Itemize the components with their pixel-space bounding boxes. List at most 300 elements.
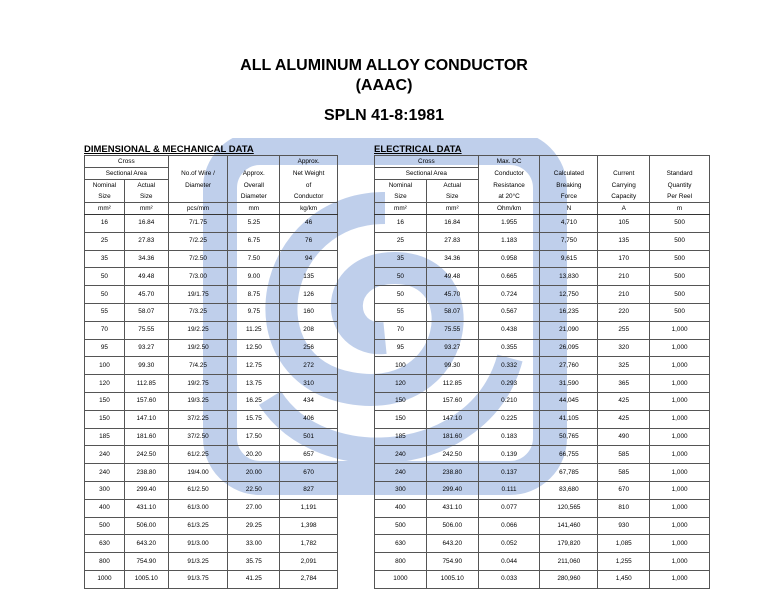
header-actual: Actual	[124, 180, 168, 192]
table-cell: 15.75	[228, 410, 280, 428]
unit-cell: mm²	[124, 203, 168, 215]
table-row	[375, 410, 710, 428]
table-cell: 0.225	[478, 410, 540, 428]
table-cell: 66,755	[540, 446, 598, 464]
table-row	[85, 268, 338, 286]
table-cell: 365	[598, 375, 650, 393]
table-row	[375, 464, 710, 482]
table-cell: 35	[85, 250, 125, 268]
table-cell: 50	[375, 286, 427, 304]
table-cell: 135	[598, 232, 650, 250]
table-row	[375, 499, 710, 517]
table-cell: 29.25	[228, 517, 280, 535]
table-cell: 185	[85, 428, 125, 446]
table-cell: 1,000	[650, 535, 710, 553]
table-cell: 99.30	[124, 357, 168, 375]
table-cell: 1,000	[650, 481, 710, 499]
unit-cell: pcs/mm	[168, 203, 228, 215]
table-cell: 160	[280, 303, 338, 321]
table-cell: 19/1.75	[168, 286, 228, 304]
table-cell: 25	[85, 232, 125, 250]
table-cell: 16,235	[540, 303, 598, 321]
document-title: ALL ALUMINUM ALLOY CONDUCTOR	[240, 57, 528, 74]
table-cell: 325	[598, 357, 650, 375]
table-cell: 67,785	[540, 464, 598, 482]
table-cell: 1,782	[280, 535, 338, 553]
table-row	[375, 517, 710, 535]
table-cell: 1000	[85, 570, 125, 588]
table-cell: 299.40	[426, 481, 478, 499]
table-cell: 0.567	[478, 303, 540, 321]
table-cell: 31,590	[540, 375, 598, 393]
table-cell: 0.044	[478, 553, 540, 571]
table-cell: 181.60	[426, 428, 478, 446]
table-cell: 501	[280, 428, 338, 446]
table-cell: 11.25	[228, 321, 280, 339]
table-cell: 45.70	[426, 286, 478, 304]
table-row	[85, 410, 338, 428]
header-nominal: Nominal	[85, 180, 125, 192]
table-cell: 21,090	[540, 321, 598, 339]
table-cell: 27,760	[540, 357, 598, 375]
electrical-data-table: Cross Max. DC Sectional Area Conductor Calculated Current Standard Nominal Actual Resistance Breaking Carrying Quantity Size Size at 20°C Force Capacity Per Reel mm² mm² Ohm/km N A m 16 16.84 1.955 4,710 105 500 25 27.83 1.183 7,750 135 500 35 34.36 0.958 9,615 170 500 50 49.48 0.665 13,830 210 500 50 45.70 0.724 12,750 210 500 55 58.07 0.567 16,235 220 500 70 75.55 0.438 21,090 255 1,000 95 93.27 0.355 26,095 320 1,000 100 99.30 0.332 27,760 325 1,000 120 112.85 0.293 31,590 365 1,000 150 157.60 0.210 44,045 425 1,000 150 147.10 0.225 41,105 425 1,000 185 181.60 0.183 50,765 490 1,000 240 242.50 0.139 66,755 585 1,000 240 238.80 0.137 67,785 585 1,000 300 299.40 0.111 83,680 670 1,000 400 431.10 0.077 120,565 810 1,000 500 506.00 0.066 141,460 930 1,000 630 643.20 0.052 179,820 1,085 1,000 800 754.90 0.044 211,060 1,255 1,000 1000 1005.10 0.033 280,960 1,450 1,000	[374, 155, 710, 589]
table-cell: 50	[375, 268, 427, 286]
table-cell: 135	[280, 268, 338, 286]
standard-reference: SPLN 41-8:1981	[323, 107, 445, 124]
table-cell: 506.00	[124, 517, 168, 535]
table-cell: 112.85	[426, 375, 478, 393]
table-row	[85, 303, 338, 321]
table-cell: 0.724	[478, 286, 540, 304]
table-cell: 9.75	[228, 303, 280, 321]
table-cell: 240	[375, 446, 427, 464]
table-cell: 25	[375, 232, 427, 250]
table-cell: 41,105	[540, 410, 598, 428]
table-cell: 242.50	[124, 446, 168, 464]
table-cell: 1,000	[650, 375, 710, 393]
table-cell: 431.10	[124, 499, 168, 517]
table-row	[85, 321, 338, 339]
table-row	[375, 250, 710, 268]
table-cell: 0.293	[478, 375, 540, 393]
table-cell: 13.75	[228, 375, 280, 393]
table-cell: 434	[280, 392, 338, 410]
table-cell: 22.50	[228, 481, 280, 499]
table-row	[85, 499, 338, 517]
mechanical-data-table: Cross Approx. Sectional Area No.of Wire / Approx. Net Weight Nominal Actual Diameter Overall of Size Size Diameter Conductor mm² mm² pcs/mm mm kg/km 16 16.84 7/1.75 5.25 46 25 27.83 7/2.25 6.75 76 35 34.36 7/2.50 7.50 94 50 49.48 7/3.00 9.00 135 50 45.70 19/1.75 8.75 126 55 58.07 7/3.25 9.75 160 70 75.55 19/2.25 11.25 208 95 93.27 19/2.50 12.50 256 100 99.30 7/4.25 12.75 272 120 112.85 19/2.75 13.75 310 150 157.60 19/3.25 16.25 434 150 147.10 37/2.25 15.75 406 185 181.60 37/2.50 17.50 501 240 242.50 61/2.25 20.20 657 240 238.80 19/4.00 20.00 670 300 299.40 61/2.50 22.50 827 400 431.10 61/3.00 27.00 1,191 500 506.00 61/3.25 29.25 1,398 630 643.20 91/3.00 33.00 1,782 800 754.90 91/3.25 35.75 2,091 1000 1005.10 91/3.75 41.25 2,784	[84, 155, 338, 589]
table-row	[85, 481, 338, 499]
table-cell: 170	[598, 250, 650, 268]
table-cell: 0.332	[478, 357, 540, 375]
header-resistance: Max. DC	[478, 156, 540, 168]
table-row	[85, 357, 338, 375]
header-quantity: Standard	[650, 168, 710, 180]
table-cell: 1,000	[650, 446, 710, 464]
table-cell: 99.30	[426, 357, 478, 375]
table-cell: 1,255	[598, 553, 650, 571]
table-row	[375, 303, 710, 321]
table-cell: 1,000	[650, 464, 710, 482]
table-cell: 240	[85, 446, 125, 464]
table-cell: 0.066	[478, 517, 540, 535]
table-cell: 272	[280, 357, 338, 375]
table-cell: 1,000	[650, 499, 710, 517]
unit-cell: kg/km	[280, 203, 338, 215]
table-cell: 61/2.25	[168, 446, 228, 464]
table-cell: 1,000	[650, 392, 710, 410]
table-row	[375, 481, 710, 499]
table-cell: 1.183	[478, 232, 540, 250]
table-cell: 490	[598, 428, 650, 446]
table-row	[375, 268, 710, 286]
table-row	[375, 428, 710, 446]
table-cell: 75.55	[426, 321, 478, 339]
electrical-section-title: ELECTRICAL DATA	[374, 144, 462, 155]
table-cell: 657	[280, 446, 338, 464]
header-weight: Approx.	[280, 156, 338, 168]
table-cell: 9,615	[540, 250, 598, 268]
table-row	[375, 321, 710, 339]
table-cell: 242.50	[426, 446, 478, 464]
table-cell: 16.25	[228, 392, 280, 410]
table-cell: 1,085	[598, 535, 650, 553]
table-cell: 1,398	[280, 517, 338, 535]
header-diameter: Approx.	[228, 168, 280, 180]
table-row	[375, 215, 710, 233]
table-row	[375, 553, 710, 571]
table-cell: 1005.10	[124, 570, 168, 588]
table-cell: 181.60	[124, 428, 168, 446]
table-cell: 585	[598, 464, 650, 482]
table-cell: 670	[280, 464, 338, 482]
table-cell: 83,680	[540, 481, 598, 499]
unit-cell: A	[598, 203, 650, 215]
table-row	[375, 232, 710, 250]
table-cell: 95	[85, 339, 125, 357]
table-cell: 300	[375, 481, 427, 499]
table-cell: 500	[650, 286, 710, 304]
table-cell: 7/1.75	[168, 215, 228, 233]
table-cell: 126	[280, 286, 338, 304]
table-row	[85, 428, 338, 446]
table-cell: 670	[598, 481, 650, 499]
table-cell: 7/4.25	[168, 357, 228, 375]
table-cell: 9.00	[228, 268, 280, 286]
header-sectional-area: Sectional Area	[375, 168, 479, 180]
table-cell: 210	[598, 268, 650, 286]
table-cell: 16.84	[426, 215, 478, 233]
table-row	[85, 392, 338, 410]
table-cell: 19/2.75	[168, 375, 228, 393]
table-cell: 431.10	[426, 499, 478, 517]
table-cell: 70	[375, 321, 427, 339]
table-cell: 112.85	[124, 375, 168, 393]
table-cell: 6.75	[228, 232, 280, 250]
table-cell: 2,784	[280, 570, 338, 588]
table-cell: 425	[598, 392, 650, 410]
table-cell: 58.07	[124, 303, 168, 321]
table-cell: 49.48	[124, 268, 168, 286]
table-row	[85, 553, 338, 571]
table-row	[375, 339, 710, 357]
table-cell: 150	[85, 392, 125, 410]
table-cell: 93.27	[124, 339, 168, 357]
table-cell: 643.20	[426, 535, 478, 553]
table-cell: 500	[375, 517, 427, 535]
table-row	[85, 286, 338, 304]
table-cell: 210	[598, 286, 650, 304]
header-cross: Cross	[375, 156, 479, 168]
table-cell: 120	[375, 375, 427, 393]
table-cell: 91/3.00	[168, 535, 228, 553]
table-cell: 1,000	[650, 517, 710, 535]
table-cell: 585	[598, 446, 650, 464]
table-cell: 27.83	[124, 232, 168, 250]
table-cell: 220	[598, 303, 650, 321]
table-cell: 238.80	[426, 464, 478, 482]
unit-cell: mm	[228, 203, 280, 215]
table-row	[85, 570, 338, 588]
table-cell: 147.10	[124, 410, 168, 428]
table-cell: 157.60	[124, 392, 168, 410]
table-cell: 930	[598, 517, 650, 535]
table-cell: 310	[280, 375, 338, 393]
table-cell: 0.137	[478, 464, 540, 482]
table-cell: 7.50	[228, 250, 280, 268]
header-wire: No.of Wire /	[168, 168, 228, 180]
table-cell: 211,060	[540, 553, 598, 571]
table-cell: 13,830	[540, 268, 598, 286]
table-cell: 0.077	[478, 499, 540, 517]
unit-cell: mm²	[375, 203, 427, 215]
table-row	[375, 535, 710, 553]
table-cell: 58.07	[426, 303, 478, 321]
table-cell: 50,765	[540, 428, 598, 446]
table-cell: 61/3.00	[168, 499, 228, 517]
table-cell: 44,045	[540, 392, 598, 410]
table-cell: 0.183	[478, 428, 540, 446]
table-row	[85, 446, 338, 464]
table-cell: 19/2.25	[168, 321, 228, 339]
table-cell: 630	[375, 535, 427, 553]
table-cell: 1,000	[650, 321, 710, 339]
table-cell: 754.90	[426, 553, 478, 571]
table-row	[85, 517, 338, 535]
table-cell: 754.90	[124, 553, 168, 571]
unit-cell: m	[650, 203, 710, 215]
table-row	[85, 535, 338, 553]
table-cell: 827	[280, 481, 338, 499]
table-cell: 8.75	[228, 286, 280, 304]
table-cell: 0.210	[478, 392, 540, 410]
table-cell: 7/2.50	[168, 250, 228, 268]
header-sectional-area: Sectional Area	[85, 168, 169, 180]
table-cell: 1,450	[598, 570, 650, 588]
table-cell: 255	[598, 321, 650, 339]
table-cell: 1.955	[478, 215, 540, 233]
table-cell: 91/3.75	[168, 570, 228, 588]
table-cell: 157.60	[426, 392, 478, 410]
table-cell: 256	[280, 339, 338, 357]
table-cell: 26,095	[540, 339, 598, 357]
table-cell: 800	[375, 553, 427, 571]
table-row	[85, 464, 338, 482]
table-cell: 17.50	[228, 428, 280, 446]
table-cell: 61/2.50	[168, 481, 228, 499]
header-current: Current	[598, 168, 650, 180]
table-cell: 240	[375, 464, 427, 482]
table-cell: 5.25	[228, 215, 280, 233]
table-row	[85, 339, 338, 357]
table-cell: 20.20	[228, 446, 280, 464]
table-cell: 500	[85, 517, 125, 535]
table-cell: 91/3.25	[168, 553, 228, 571]
table-cell: 185	[375, 428, 427, 446]
table-cell: 500	[650, 250, 710, 268]
table-cell: 208	[280, 321, 338, 339]
table-row	[85, 232, 338, 250]
unit-cell: N	[540, 203, 598, 215]
table-cell: 61/3.25	[168, 517, 228, 535]
table-row	[85, 375, 338, 393]
table-cell: 150	[375, 410, 427, 428]
table-cell: 1000	[375, 570, 427, 588]
table-row	[85, 250, 338, 268]
header-breaking: Calculated	[540, 168, 598, 180]
table-cell: 141,460	[540, 517, 598, 535]
table-cell: 0.355	[478, 339, 540, 357]
table-cell: 100	[85, 357, 125, 375]
table-cell: 240	[85, 464, 125, 482]
table-cell: 147.10	[426, 410, 478, 428]
table-cell: 0.958	[478, 250, 540, 268]
table-cell: 75.55	[124, 321, 168, 339]
table-cell: 12,750	[540, 286, 598, 304]
table-cell: 55	[85, 303, 125, 321]
table-cell: 500	[650, 232, 710, 250]
table-row	[375, 357, 710, 375]
table-cell: 7/2.25	[168, 232, 228, 250]
table-cell: 0.139	[478, 446, 540, 464]
table-row	[375, 392, 710, 410]
table-row	[85, 215, 338, 233]
unit-cell: mm²	[85, 203, 125, 215]
table-cell: 1005.10	[426, 570, 478, 588]
table-cell: 120,565	[540, 499, 598, 517]
table-cell: 0.665	[478, 268, 540, 286]
table-cell: 37/2.50	[168, 428, 228, 446]
table-cell: 33.00	[228, 535, 280, 553]
table-cell: 19/3.25	[168, 392, 228, 410]
table-cell: 150	[85, 410, 125, 428]
table-cell: 50	[85, 286, 125, 304]
table-cell: 800	[85, 553, 125, 571]
table-cell: 100	[375, 357, 427, 375]
table-cell: 19/2.50	[168, 339, 228, 357]
table-cell: 45.70	[124, 286, 168, 304]
table-cell: 0.052	[478, 535, 540, 553]
table-cell: 27.83	[426, 232, 478, 250]
table-cell: 1,000	[650, 410, 710, 428]
table-cell: 93.27	[426, 339, 478, 357]
table-cell: 50	[85, 268, 125, 286]
table-cell: 280,960	[540, 570, 598, 588]
table-cell: 506.00	[426, 517, 478, 535]
table-cell: 643.20	[124, 535, 168, 553]
table-cell: 95	[375, 339, 427, 357]
table-cell: 1,000	[650, 570, 710, 588]
table-cell: 238.80	[124, 464, 168, 482]
table-cell: 1,000	[650, 428, 710, 446]
table-cell: 16	[85, 215, 125, 233]
table-cell: 500	[650, 303, 710, 321]
unit-cell: Ohm/km	[478, 203, 540, 215]
table-cell: 1,000	[650, 357, 710, 375]
table-cell: 810	[598, 499, 650, 517]
header-nominal: Nominal	[375, 180, 427, 192]
table-cell: 406	[280, 410, 338, 428]
unit-cell: mm²	[426, 203, 478, 215]
table-cell: 299.40	[124, 481, 168, 499]
table-cell: 12.50	[228, 339, 280, 357]
table-cell: 16.84	[124, 215, 168, 233]
table-cell: 0.033	[478, 570, 540, 588]
table-cell: 150	[375, 392, 427, 410]
table-cell: 20.00	[228, 464, 280, 482]
header-actual: Actual	[426, 180, 478, 192]
table-cell: 35	[375, 250, 427, 268]
table-cell: 0.111	[478, 481, 540, 499]
table-cell: 179,820	[540, 535, 598, 553]
table-cell: 630	[85, 535, 125, 553]
table-cell: 7/3.00	[168, 268, 228, 286]
table-row	[375, 286, 710, 304]
table-cell: 12.75	[228, 357, 280, 375]
table-cell: 70	[85, 321, 125, 339]
table-cell: 94	[280, 250, 338, 268]
table-cell: 55	[375, 303, 427, 321]
table-cell: 2,091	[280, 553, 338, 571]
table-row	[375, 570, 710, 588]
table-cell: 7/3.25	[168, 303, 228, 321]
table-cell: 34.36	[426, 250, 478, 268]
table-row	[375, 446, 710, 464]
table-cell: 34.36	[124, 250, 168, 268]
table-cell: 41.25	[228, 570, 280, 588]
table-cell: 4,710	[540, 215, 598, 233]
table-cell: 1,000	[650, 339, 710, 357]
table-cell: 27.00	[228, 499, 280, 517]
mechanical-section-title: DIMENSIONAL & MECHANICAL DATA	[84, 144, 254, 155]
table-cell: 7,750	[540, 232, 598, 250]
table-cell: 425	[598, 410, 650, 428]
table-cell: 76	[280, 232, 338, 250]
header-cross: Cross	[85, 156, 169, 168]
table-cell: 49.48	[426, 268, 478, 286]
table-cell: 320	[598, 339, 650, 357]
table-row	[375, 375, 710, 393]
table-cell: 500	[650, 268, 710, 286]
table-cell: 1,000	[650, 553, 710, 571]
document-subtitle: (AAAC)	[355, 77, 413, 94]
table-cell: 105	[598, 215, 650, 233]
table-cell: 35.75	[228, 553, 280, 571]
table-cell: 1,191	[280, 499, 338, 517]
table-cell: 37/2.25	[168, 410, 228, 428]
table-cell: 300	[85, 481, 125, 499]
table-cell: 46	[280, 215, 338, 233]
table-cell: 400	[85, 499, 125, 517]
